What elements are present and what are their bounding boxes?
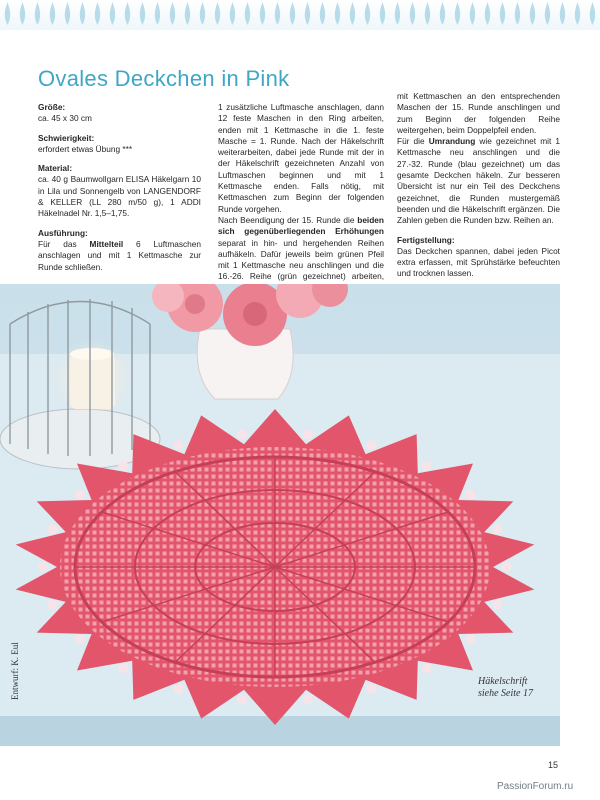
- doily-hole: [38, 562, 48, 572]
- doily-hole: [174, 440, 184, 450]
- doily-hole: [118, 663, 128, 673]
- finish-text: Das Deckchen spannen, dabei jeden Picot extra erfassen, mit Sprühstärke befeuchten und trocknen lassen.: [397, 245, 560, 279]
- execution-heading: Ausführung:: [38, 227, 88, 238]
- doily-hole: [174, 684, 184, 694]
- doily-hole: [366, 440, 376, 450]
- page-number: 15: [548, 760, 559, 770]
- watermark: PassionForum.ru: [497, 781, 574, 792]
- column-right: [397, 91, 560, 288]
- chart-ref-line2: siehe Seite 17: [478, 688, 533, 699]
- doily-hole: [422, 663, 432, 673]
- decorative-top-border: [0, 0, 600, 30]
- middle-paragraph-2c: separat in hin- und hergehenden Reihen aufhäkeln. Dafür jeweils beim grünen Pfeil mit 1 Kettmasche neu anschlingen und die 16.-26. Reihe (grün gezeichnet) arbeiten,: [218, 237, 384, 282]
- middle-paragraph-2b: beiden sich gegenüberliegenden Erhöhungen: [218, 214, 384, 237]
- doily-hole: [465, 634, 475, 644]
- finish-heading: Fertigstellung:: [397, 234, 455, 245]
- table-edge: [0, 716, 560, 746]
- difficulty-text: erfordert etwas Übung ***: [38, 143, 133, 154]
- doily-hole: [237, 429, 247, 439]
- right-paragraph-2c: wie gezeichnet mit 1 Kettmasche neu anschlingen und die 27.-32. Runde (blau gezeichnet) um das gesamte Deckchen häkeln. Zur besseren Übersicht ist nur ein Teil des Deckchens gezeichnet, die Runden mustergemäß beenden und die Häkelschrift ergänzen. Die Zahlen geben die Runden bzw. Reihen an.: [397, 136, 560, 226]
- material-text: ca. 40 g Baumwollgarn ELISA Häkelgarn 10 in Lila und Sonnengelb von LANGENDORF & KELLER (LL 280 m/50 g), 1 ADDI Häkelnadel Nr. 1,5–1,75.: [38, 174, 201, 219]
- doily-hole: [303, 429, 313, 439]
- doily-hole: [47, 600, 57, 610]
- chart-ref-line1: Häkelschrift: [478, 676, 528, 687]
- doily-hole: [47, 524, 57, 534]
- doily-hole: [422, 461, 432, 471]
- doily-hole: [75, 490, 85, 500]
- doily-photo: [0, 284, 560, 746]
- doily-hole: [303, 695, 313, 705]
- execution-text-c: 6 Luftmaschen anschlagen und mit 1 Kettmasche zur Runde schließen.: [38, 238, 202, 272]
- right-paragraph-1: mit Kettmaschen an den entsprechenden Maschen der 15. Runde anschlingen und zum Beginn der folgenden Reihe weitergehen, beim Doppelpfeil enden.: [397, 91, 560, 135]
- doily-hole: [502, 562, 512, 572]
- size-text: ca. 45 x 30 cm: [38, 113, 92, 124]
- right-paragraph-2a: Für die: [397, 136, 429, 147]
- execution-text-a: Für das: [38, 238, 90, 249]
- doily-hole: [493, 524, 503, 534]
- page-title: Ovales Deckchen in Pink: [38, 66, 290, 91]
- middle-paragraph-1: 1 zusätzliche Luftmasche anschlagen, dann 12 feste Maschen in den Ring arbeiten, enden mit 1 Kettmasche in die 1. feste Masche = 1. Runde. Nach der Häkelschrift weiterarbeiten, dabei jede Runde mit der in der Häkelschrift gezeichneten Anzahl von Luftmaschen beginnen und mit 1 Kettmasche enden. Falls nötig, mit Kettmaschen zum Beginn der folgenden Runde vorgehen.: [218, 102, 384, 214]
- size-heading: Größe:: [38, 102, 66, 112]
- doily-hole: [118, 461, 128, 471]
- execution-text-b: Mittelteil: [89, 238, 124, 249]
- doily-hole: [75, 634, 85, 644]
- doily-hole: [366, 684, 376, 694]
- material-heading: Material:: [38, 163, 73, 174]
- difficulty-heading: Schwierigkeit:: [38, 132, 95, 143]
- column-left: [38, 102, 201, 281]
- doily-hole: [465, 490, 475, 500]
- right-paragraph-2b: Umrandung: [428, 136, 476, 147]
- chart-reference: [478, 676, 533, 700]
- doily-hole: [237, 695, 247, 705]
- design-credit: Entwurf: K. Eul: [10, 642, 20, 700]
- middle-paragraph-2a: Nach Beendigung der 15. Runde die: [218, 214, 358, 225]
- doily-hole: [493, 600, 503, 610]
- column-middle: [218, 102, 384, 302]
